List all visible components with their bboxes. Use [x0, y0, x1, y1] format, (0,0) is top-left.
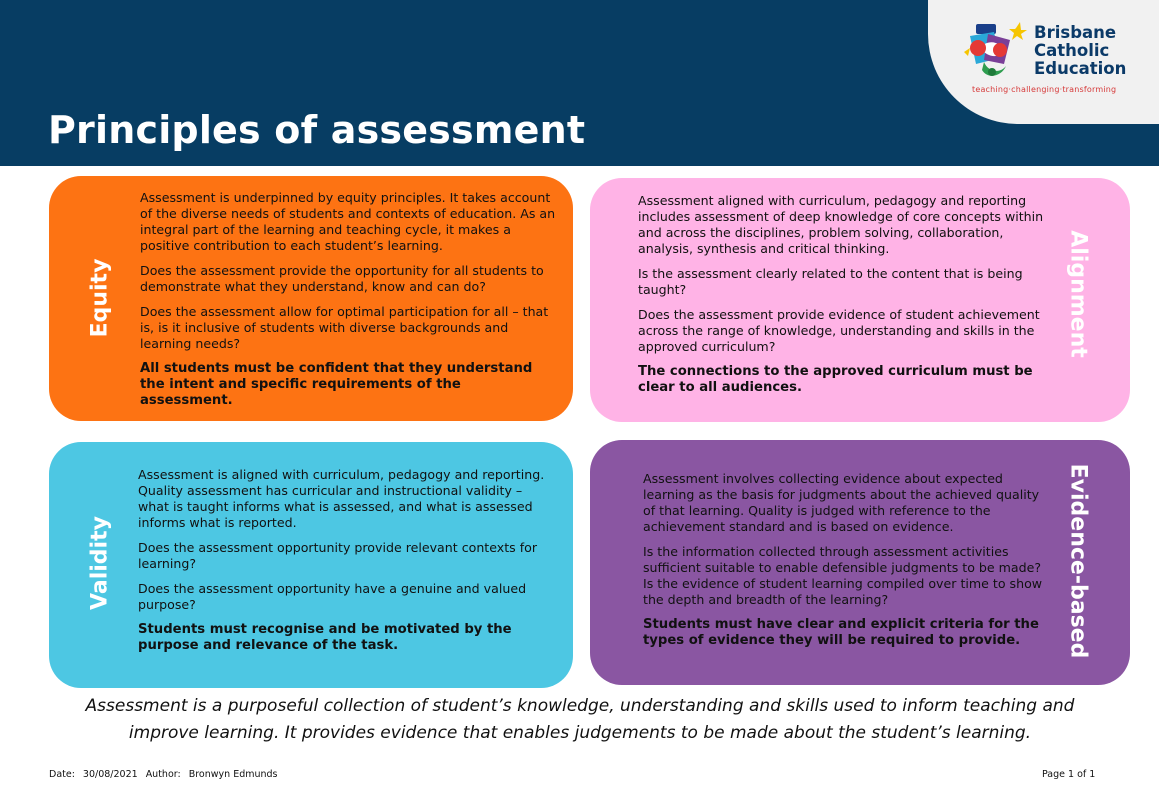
alignment-card — [590, 178, 1130, 422]
equity-label: Equity — [87, 258, 113, 338]
footer-date-label: Date: — [49, 769, 75, 780]
brisbane-catholic-education-logo-icon — [958, 18, 1028, 84]
summary-quote — [60, 693, 1100, 747]
alignment-body — [638, 193, 1048, 396]
logo-wordmark — [1034, 24, 1126, 78]
evidence-card — [590, 440, 1130, 685]
validity-card — [49, 442, 573, 688]
evidence-paragraph-2: Is the information collected through assessment activities sufficient suitable to enable defensible judgments to be made? Is the evidence of student learning compiled over time to show the depth and breadth of the learning? — [643, 544, 1043, 607]
logo-line-3: Education — [1034, 59, 1127, 78]
equity-card — [49, 176, 573, 421]
evidence-body — [643, 471, 1048, 649]
equity-paragraph-1: Assessment is underpinned by equity principles. It takes account of the diverse needs of students and contexts of education. As an integral part of the learning and teaching cycle, it makes a positive contribution to each student’s learning. — [140, 190, 556, 253]
alignment-paragraph-3: Does the assessment provide evidence of student achievement across the range of knowledge, understanding and skills in the approved curriculum? — [638, 307, 1040, 354]
validity-body — [138, 467, 548, 654]
equity-emphasis: All students must be confident that they understand the intent and specific requirements of the assessment. — [140, 361, 533, 408]
footer-author: Bronwyn Edmunds — [188, 769, 278, 780]
alignment-emphasis: The connections to the approved curriculum must be clear to all audiences. — [638, 364, 1033, 395]
footer-meta — [49, 769, 286, 780]
summary-quote-line-2: improve learning. It provides evidence that enables judgements to be made about the student’s learning. — [128, 723, 1032, 743]
equity-paragraph-3: Does the assessment allow for optimal participation for all – that is, is it inclusive of students with diverse backgrounds and learning needs? — [140, 304, 549, 351]
footer-date: 30/08/2021 — [82, 769, 138, 780]
logo-line-1: Brisbane — [1034, 23, 1117, 42]
validity-paragraph-3: Does the assessment opportunity have a genuine and valued purpose? — [138, 581, 527, 612]
footer-page-number: Page 1 of 1 — [1042, 769, 1096, 780]
validity-paragraph-2: Does the assessment opportunity provide relevant contexts for learning? — [138, 540, 538, 571]
alignment-paragraph-1: Assessment aligned with curriculum, pedagogy and reporting includes assessment of deep knowledge of core concepts within and across the disciplines, problem solving, collaboration, analysis, synthesis and critical thinking. — [638, 193, 1044, 256]
footer-author-label: Author: — [145, 769, 181, 780]
summary-quote-line-1: Assessment is a purposeful collection of student’s knowledge, understanding and skills used to inform teaching and — [85, 696, 1075, 716]
validity-paragraph-1: Assessment is aligned with curriculum, pedagogy and reporting. Quality assessment has curricular and instructional validity – what is taught informs what is assessed, and what is assessed informs what is reported. — [138, 467, 545, 530]
logo-tagline: teaching·challenging·transforming — [972, 85, 1117, 94]
page-header — [0, 0, 1159, 166]
evidence-emphasis: Students must have clear and explicit criteria for the types of evidence they will be required to provide. — [643, 617, 1039, 648]
evidence-paragraph-1: Assessment involves collecting evidence about expected learning as the basis for judgments about the achieved quality of that learning. Quality is judged with reference to the achievement standard and is based on evidence. — [643, 471, 1040, 534]
alignment-paragraph-2: Is the assessment clearly related to the content that is being taught? — [638, 266, 1023, 297]
validity-emphasis: Students must recognise and be motivated by the purpose and relevance of the task. — [138, 622, 512, 653]
equity-body — [140, 190, 558, 409]
validity-label: Validity — [87, 516, 113, 610]
evidence-label: Evidence-based — [1065, 463, 1091, 659]
logo-line-2: Catholic — [1034, 41, 1110, 60]
equity-paragraph-2: Does the assessment provide the opportunity for all students to demonstrate what they understand, know and can do? — [140, 263, 544, 294]
alignment-label: Alignment — [1065, 230, 1091, 358]
page-title: Principles of assessment — [48, 108, 586, 152]
